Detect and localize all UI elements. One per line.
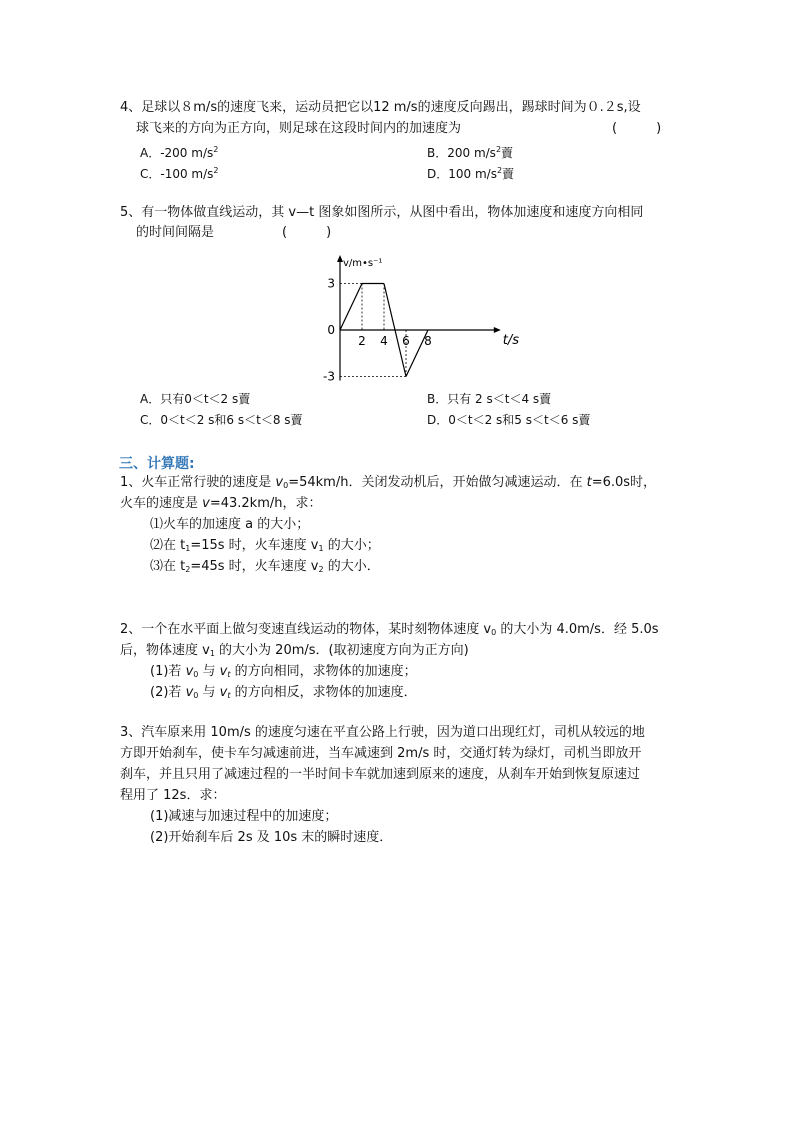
x-axis-arrow <box>494 327 501 333</box>
c3-line-3: 刹车，并且只用了减速过程的一半时间卡车就加速到原来的速度，从刹车开始到恢复原速过 <box>120 767 641 782</box>
y-axis-label: v/m•s⁻¹ <box>343 258 383 269</box>
vt-chart <box>300 248 520 384</box>
y-tick-label: 3 <box>327 276 335 291</box>
q4-option-c: C．-100 $m/s^2$ <box>140 166 219 181</box>
q5-option-d: D．0＜t＜2 s和5 s＜t＜6 s藚 <box>427 413 591 427</box>
c3-line-4: 程用了 12s．求： <box>120 788 226 803</box>
q4-line-1: 4、足球以８m/s的速度飞来，运动员把它以12 m/s的速度反向踢出，踢球时间为０.２s,设 <box>120 100 641 115</box>
x-tick-label: 8 <box>424 334 432 348</box>
c2-line-2: 后，物体速度 $v_1$ 的大小为 20m/s．(取初速度方向为正方向) <box>120 643 469 658</box>
c1-part-2: ⑵在 $t_1=15s$ 时，火车速度 $v_1$ 的大小； <box>150 538 380 553</box>
q4-option-d: D．100 $m/s^2$藚 <box>427 166 515 181</box>
q4-answer-paren: ( ) <box>612 121 662 136</box>
c1-line-1: 1、火车正常行驶的速度是 $v_0=54km/h$．关闭发动机后，开始做匀减速运动．在 t=6.0s时， <box>120 475 657 490</box>
q5-option-c: C．0＜t＜2 s和6 s＜t＜8 s藚 <box>140 413 303 427</box>
c3-part-1: (1)减速与加速过程中的加速度； <box>150 809 338 824</box>
c3-line-2: 方即开始刹车，使卡车匀减速前进，当车减速到 2m/s 时，交通灯转为绿灯，司机当即放开 <box>120 746 642 761</box>
x-axis-label: t/s <box>502 333 520 348</box>
c1-part-3: ⑶在 $t_2=45s$ 时，火车速度 $v_2$ 的大小． <box>150 559 380 574</box>
y-tick-label: -3 <box>323 369 335 384</box>
c3-part-2: (2)开始刹车后 2s 及 10s 末的瞬时速度． <box>150 830 393 845</box>
q5-option-b: B．只有 2 s＜t＜4 s藚 <box>427 392 552 406</box>
q4-option-a: A．-200 $m/s^2$ <box>140 145 219 160</box>
section-title-calculation: 三、计算题: <box>119 456 195 472</box>
c2-part-1: (1)若 $v_0$ 与 $v_t$ 的方向相同，求物体的加速度； <box>150 664 417 679</box>
velocity-segment <box>340 284 362 331</box>
q4-line-2: 球飞来的方向为正方向，则足球在这段时间内的加速度为 <box>136 121 462 136</box>
q5-line-2: 的时间间隔是 <box>136 225 215 240</box>
y-tick-label: 0 <box>327 323 335 337</box>
c3-line-1: 3、汽车原来用 10m/s 的速度匀速在平直公路上行驶，因为道口出现红灯，司机从较远的地 <box>120 725 645 740</box>
x-tick-label: 2 <box>358 334 366 348</box>
q4-option-b: B．200 $m/s^2$藚 <box>427 145 514 160</box>
c2-line-1: 2、一个在水平面上做匀变速直线运动的物体，某时刻物体速度 $v_0$ 的大小为 4.0m/s．经 5.0s <box>120 622 659 637</box>
c2-part-2: (2)若 $v_0$ 与 $v_t$ 的方向相反，求物体的加速度． <box>150 685 417 700</box>
q5-line-1: 5、有一物体做直线运动，其 v—t 图象如图所示，从图中看出，物体加速度和速度方向相同 <box>120 205 644 220</box>
q5-option-a: A．只有0＜t＜2 s藚 <box>140 392 251 406</box>
c1-part-1: ⑴火车的加速度 a 的大小； <box>150 517 310 532</box>
x-tick-label: 6 <box>402 334 410 348</box>
q5-answer-paren: ( ) <box>282 225 332 240</box>
c1-line-2: 火车的速度是 v=43.2km/h，求： <box>120 496 322 511</box>
x-tick-label: 4 <box>380 334 388 348</box>
